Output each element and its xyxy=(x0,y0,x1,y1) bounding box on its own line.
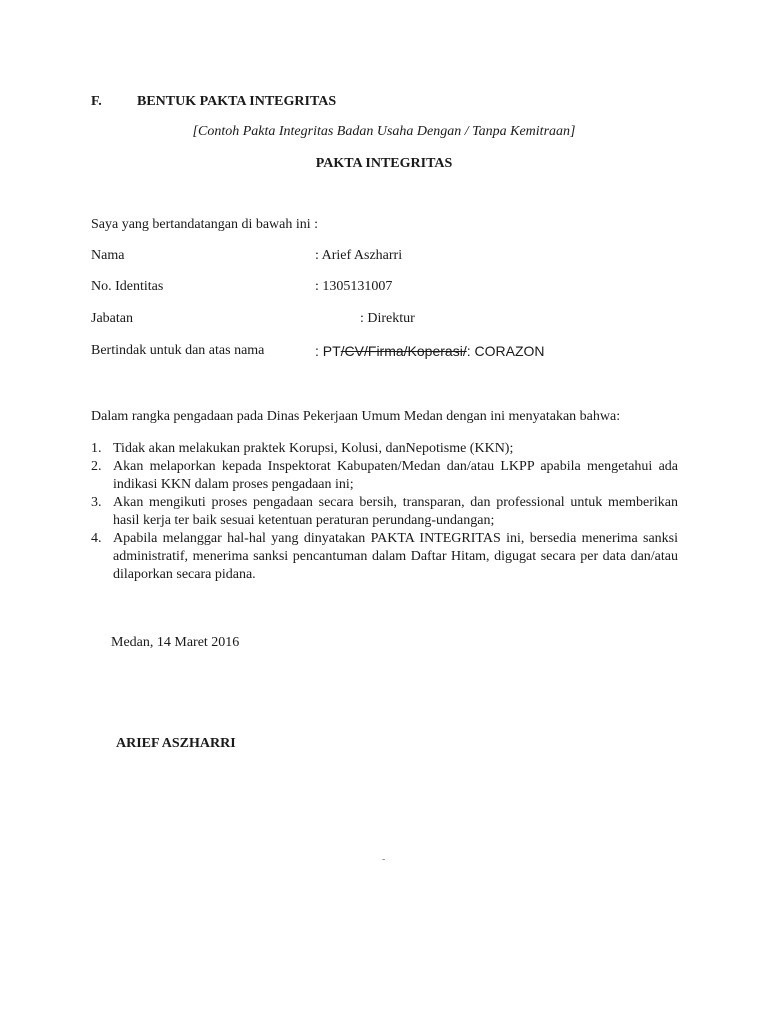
company-name: : CORAZON xyxy=(466,343,545,359)
list-item-text: Akan melaporkan kepada Inspektorat Kabupaten/Medan dan/atau LKPP apabila mengetahui ada indikasi KKN dalam proses pengadaan ini; xyxy=(113,459,678,492)
list-item xyxy=(91,458,678,494)
list-item-number: 4. xyxy=(91,531,102,546)
name-label: Nama xyxy=(91,248,125,263)
list-item xyxy=(91,530,678,584)
list-item xyxy=(91,440,678,458)
list-item xyxy=(91,494,678,530)
list-item-text: Akan mengikuti proses pengadaan secara bersih, transparan, dan professional untuk memberikan hasil kerja ter baik sesuai ketentuan peraturan perundang-undangan; xyxy=(113,495,678,528)
commitment-list xyxy=(91,440,678,584)
company-label: Bertindak untuk dan atas nama xyxy=(91,343,265,358)
list-item-text: Tidak akan melakukan praktek Korupsi, Kolusi, danNepotisme (KKN); xyxy=(113,441,514,456)
name-value: : Arief Aszharri xyxy=(315,248,403,263)
list-item-text: Apabila melanggar hal-hal yang dinyatakan PAKTA INTEGRITAS ini, bersedia menerima sanksi administratif, menerima sanksi pencantuman dalam Daftar Hitam, digugat secara per data dan/atau dilaporkan secara pidana. xyxy=(113,531,678,582)
list-item-number: 3. xyxy=(91,495,102,510)
intro-text: Saya yang bertandatangan di bawah ini : xyxy=(91,217,319,232)
position-value: : Direktur xyxy=(360,311,415,326)
identity-value: : 1305131007 xyxy=(315,279,393,294)
company-value xyxy=(315,343,545,359)
place-date: Medan, 14 Maret 2016 xyxy=(111,635,240,650)
position-label: Jabatan xyxy=(91,311,133,326)
section-letter: F. xyxy=(91,94,102,109)
company-struck-types: /CV/Firma/Koperasi/ xyxy=(340,343,467,359)
signer-name: ARIEF ASZHARRI xyxy=(116,736,236,751)
statement-text: Dalam rangka pengadaan pada Dinas Pekerjaan Umum Medan dengan ini menyatakan bahwa: xyxy=(91,409,621,424)
company-prefix: : PT xyxy=(315,343,341,359)
document-subtitle: [Contoh Pakta Integritas Badan Usaha Dengan / Tanpa Kemitraan] xyxy=(192,124,576,139)
section-title: BENTUK PAKTA INTEGRITAS xyxy=(137,94,337,109)
list-item-number: 1. xyxy=(91,441,102,456)
document-title: PAKTA INTEGRITAS xyxy=(315,156,453,171)
identity-label: No. Identitas xyxy=(91,279,164,294)
footer-mark: - xyxy=(382,854,386,865)
list-item-number: 2. xyxy=(91,459,102,474)
